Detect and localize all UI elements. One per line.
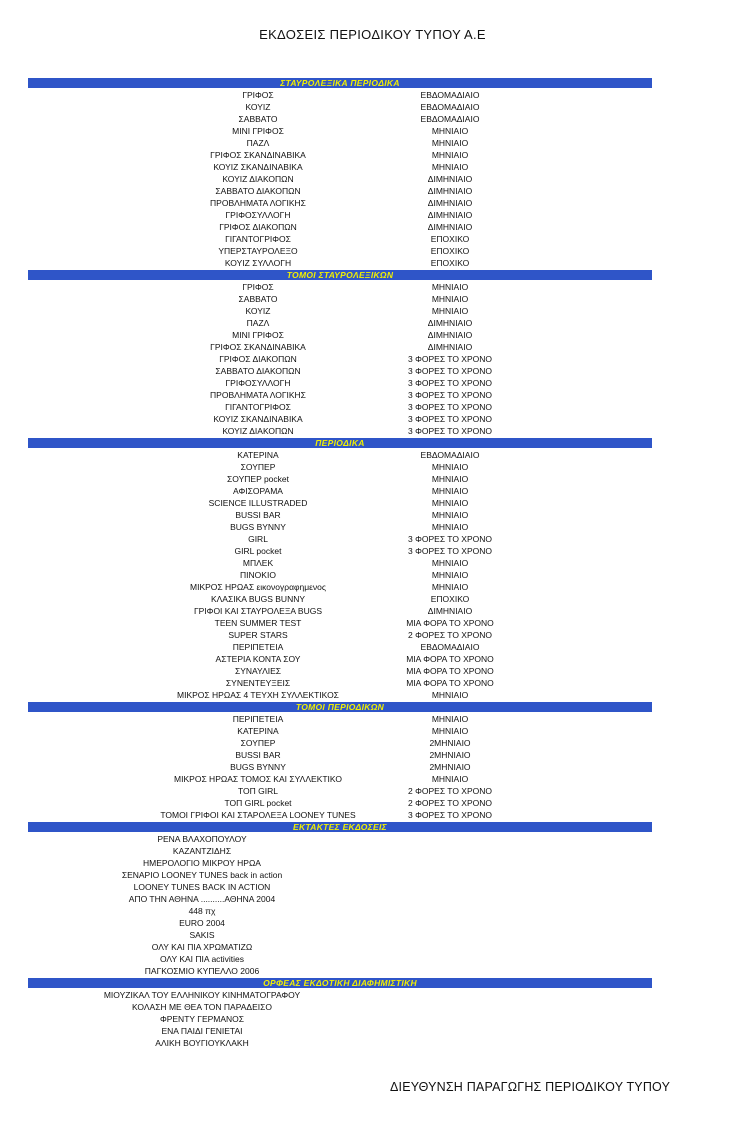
- publication-name: BUSSI BAR: [235, 510, 281, 520]
- publication-name: ΤΟΠ GIRL pocket: [224, 798, 292, 808]
- publication-frequency: ΜΗΝΙΑΙΟ: [431, 486, 469, 496]
- list-item: [28, 389, 652, 401]
- list-item: [28, 497, 652, 509]
- publication-name: ΚΟΥΙΖ ΣΚΑΝΔΙΝΑΒΙΚΑ: [213, 162, 303, 172]
- publication-frequency: ΜΗΝΙΑΙΟ: [431, 162, 469, 172]
- publication-frequency: ΔΙΜΗΝΙΑΙΟ: [427, 222, 473, 232]
- publication-name: ΚΑΖΑΝΤΖΙΔΗΣ: [172, 846, 232, 856]
- publication-name: ΠΙΝΟΚΙΟ: [240, 570, 276, 580]
- publication-frequency: ΔΙΜΗΝΙΑΙΟ: [427, 318, 473, 328]
- list-item: [28, 929, 652, 941]
- list-item: [28, 761, 652, 773]
- publication-name: ΚΟΥΙΖ ΣΚΑΝΔΙΝΑΒΙΚΑ: [213, 414, 303, 424]
- publication-name: SCIENCE ILLUSTRADED: [208, 498, 308, 508]
- publication-frequency: ΜΗΝΙΑΙΟ: [431, 570, 469, 580]
- publication-name: 448 πχ: [188, 906, 216, 916]
- publication-frequency: ΜΗΝΙΑΙΟ: [431, 306, 469, 316]
- publication-frequency: 3 ΦΟΡΕΣ ΤΟ ΧΡΟΝΟ: [408, 810, 492, 820]
- publication-frequency: ΜΙΑ ΦΟΡΑ ΤΟ ΧΡΟΝΟ: [406, 654, 494, 664]
- publication-name: ΓΡΙΦΟΙ ΚΑΙ ΣΤΑΥΡΟΛΕΞΑ BUGS: [193, 606, 323, 616]
- publication-frequency: ΜΗΝΙΑΙΟ: [431, 726, 469, 736]
- publication-name: GIRL pocket: [234, 546, 282, 556]
- publication-name: ΜΙΚΡΟΣ ΗΡΩΑΣ εικονογραφημενος: [190, 582, 326, 592]
- publications-list: [28, 77, 652, 1049]
- list-item: [28, 797, 652, 809]
- publication-name: ΟΛΥ ΚΑΙ ΠΙΑ activities: [159, 954, 245, 964]
- list-item: [28, 581, 652, 593]
- publication-name: ΚΟΥΙΖ: [245, 102, 271, 112]
- publication-name: ΚΑΤΕΡΙΝΑ: [237, 726, 279, 736]
- publication-name: ΑΣΤΕΡΙΑ ΚΟΝΤΑ ΣΟΥ: [215, 654, 301, 664]
- list-item: [28, 737, 652, 749]
- publication-name: ΦΡΕΝΤΥ ΓΕΡΜΑΝΟΣ: [159, 1014, 245, 1024]
- section-heading: ΟΡΦΕΑΣ ΕΚΔΟΤΙΚΗ ΔΙΑΦΗΜΙΣΤΙΚΗ: [28, 978, 652, 988]
- list-item: [28, 485, 652, 497]
- section-heading: ΠΕΡΙΟΔΙΚΑ: [28, 438, 652, 448]
- publication-frequency: 2ΜΗΝΙΑΙΟ: [429, 738, 471, 748]
- publication-frequency: ΔΙΜΗΝΙΑΙΟ: [427, 198, 473, 208]
- list-item: [28, 149, 652, 161]
- publication-name: ΓΡΙΦΟΣ ΣΚΑΝΔΙΝΑΒΙΚΑ: [210, 342, 306, 352]
- publication-frequency: ΜΙΑ ΦΟΡΑ ΤΟ ΧΡΟΝΟ: [406, 666, 494, 676]
- list-item: [28, 365, 652, 377]
- publication-name: ΜΙΝΙ ΓΡΙΦΟΣ: [232, 330, 284, 340]
- list-item: [28, 449, 652, 461]
- publication-name: ΥΠΕΡΣΤΑΥΡΟΛΕΞΟ: [218, 246, 298, 256]
- list-item: [28, 905, 652, 917]
- publication-frequency: 3 ΦΟΡΕΣ ΤΟ ΧΡΟΝΟ: [408, 414, 492, 424]
- list-item: [28, 293, 652, 305]
- publication-frequency: ΜΗΝΙΑΙΟ: [431, 558, 469, 568]
- list-item: [28, 1037, 652, 1049]
- publication-name: ΜΠΛΕΚ: [242, 558, 274, 568]
- list-item: [28, 965, 652, 977]
- publication-name: ΓΡΙΦΟΣ: [242, 90, 274, 100]
- publication-name: SUPER STARS: [228, 630, 288, 640]
- publication-frequency: ΕΒΔΟΜΑΔΙΑΙΟ: [420, 114, 480, 124]
- list-item: [28, 617, 652, 629]
- publication-name: ΓΡΙΦΟΣΥΛΛΟΓΗ: [225, 378, 291, 388]
- publication-frequency: ΕΠΟΧΙΚΟ: [430, 258, 470, 268]
- publication-name: ΚΑΤΕΡΙΝΑ: [237, 450, 279, 460]
- list-item: [28, 209, 652, 221]
- list-item: [28, 509, 652, 521]
- list-item: [28, 317, 652, 329]
- publication-name: ΑΠΟ ΤΗΝ ΑΘΗΝΑ ..........ΑΘΗΝΑ 2004: [128, 894, 276, 904]
- publication-name: ΣΟΥΠΕΡ: [240, 738, 276, 748]
- publication-frequency: 3 ΦΟΡΕΣ ΤΟ ΧΡΟΝΟ: [408, 354, 492, 364]
- section-heading: ΕΚΤΑΚΤΕΣ ΕΚΔΟΣΕΙΣ: [28, 822, 652, 832]
- list-item: [28, 605, 652, 617]
- publication-frequency: 3 ΦΟΡΕΣ ΤΟ ΧΡΟΝΟ: [408, 390, 492, 400]
- list-item: [28, 833, 652, 845]
- list-item: [28, 185, 652, 197]
- publication-frequency: ΔΙΜΗΝΙΑΙΟ: [427, 606, 473, 616]
- publication-name: ΚΟΥΙΖ ΔΙΑΚΟΠΩΝ: [222, 426, 294, 436]
- publication-name: ΣΕΝΑΡΙΟ LOONEY TUNES back in action: [121, 870, 283, 880]
- section-heading: ΤΟΜΟΙ ΠΕΡΙΟΔΙΚΩΝ: [28, 702, 652, 712]
- list-item: [28, 533, 652, 545]
- publication-frequency: ΕΒΔΟΜΑΔΙΑΙΟ: [420, 90, 480, 100]
- publication-frequency: ΜΗΝΙΑΙΟ: [431, 126, 469, 136]
- publication-name: ΠΑΖΛ: [246, 138, 270, 148]
- publication-frequency: 2 ΦΟΡΕΣ ΤΟ ΧΡΟΝΟ: [408, 786, 492, 796]
- publication-name: BUGS BYNNY: [230, 522, 286, 532]
- publication-name: ΚΟΛΑΣΗ ΜΕ ΘΕΑ ΤΟΝ ΠΑΡΑΔΕΙΣΟ: [131, 1002, 272, 1012]
- publication-name: ΚΟΥΙΖ ΔΙΑΚΟΠΩΝ: [222, 174, 294, 184]
- publication-name: ΜΙΟΥΖΙΚΑΛ ΤΟΥ ΕΛΛΗΝΙΚΟΥ ΚΙΝΗΜΑΤΟΓΡΑΦΟΥ: [103, 990, 301, 1000]
- publication-name: ΣΑΒΒΑΤΟ: [238, 294, 278, 304]
- list-item: [28, 989, 652, 1001]
- publication-name: ΜΙΚΡΟΣ ΗΡΩΑΣ 4 ΤΕΥΧΗ ΣΥΛΛΕΚΤΙΚΟΣ: [177, 690, 339, 700]
- footer-department: ΔΙΕΥΘΥΝΣΗ ΠΑΡΑΓΩΓΗΣ ΠΕΡΙΟΔΙΚΟΥ ΤΥΠΟΥ: [390, 1080, 671, 1094]
- publication-frequency: 3 ΦΟΡΕΣ ΤΟ ΧΡΟΝΟ: [408, 378, 492, 388]
- list-item: [28, 377, 652, 389]
- list-item: [28, 401, 652, 413]
- list-item: [28, 461, 652, 473]
- publication-frequency: 2 ΦΟΡΕΣ ΤΟ ΧΡΟΝΟ: [408, 630, 492, 640]
- publication-name: ΠΕΡΙΠΕΤΕΙΑ: [232, 642, 284, 652]
- publication-frequency: ΔΙΜΗΝΙΑΙΟ: [427, 210, 473, 220]
- publication-name: ΤΟΠ GIRL: [238, 786, 278, 796]
- publication-name: ΠΕΡΙΠΕΤΕΙΑ: [232, 714, 284, 724]
- list-item: [28, 329, 652, 341]
- publication-frequency: ΜΗΝΙΑΙΟ: [431, 150, 469, 160]
- publication-frequency: ΜΗΝΙΑΙΟ: [431, 510, 469, 520]
- publication-frequency: ΜΗΝΙΑΙΟ: [431, 582, 469, 592]
- publication-name: ΚΛΑΣΙΚΑ BUGS BUNNY: [210, 594, 306, 604]
- publication-frequency: ΜΗΝΙΑΙΟ: [431, 714, 469, 724]
- publication-frequency: ΔΙΜΗΝΙΑΙΟ: [427, 174, 473, 184]
- list-item: [28, 689, 652, 701]
- publication-frequency: 3 ΦΟΡΕΣ ΤΟ ΧΡΟΝΟ: [408, 402, 492, 412]
- list-item: [28, 521, 652, 533]
- list-item: [28, 425, 652, 437]
- publication-frequency: ΕΠΟΧΙΚΟ: [430, 246, 470, 256]
- publication-frequency: ΔΙΜΗΝΙΑΙΟ: [427, 186, 473, 196]
- publication-name: ΓΙΓΑΝΤΟΓΡΙΦΟΣ: [225, 402, 291, 412]
- publication-name: ΠΑΖΛ: [246, 318, 270, 328]
- publication-frequency: 2ΜΗΝΙΑΙΟ: [429, 750, 471, 760]
- publication-name: ΣΟΥΠΕΡ: [240, 462, 276, 472]
- publication-frequency: 3 ΦΟΡΕΣ ΤΟ ΧΡΟΝΟ: [408, 534, 492, 544]
- list-item: [28, 161, 652, 173]
- document-title: ΕΚΔΟΣΕΙΣ ΠΕΡΙΟΔΙΚΟΥ ΤΥΠΟΥ Α.Ε: [259, 27, 486, 42]
- list-item: [28, 773, 652, 785]
- list-item: [28, 473, 652, 485]
- list-item: [28, 917, 652, 929]
- publication-name: ΑΦΙΣΟΡΑΜΑ: [233, 486, 283, 496]
- publication-frequency: ΕΠΟΧΙΚΟ: [430, 234, 470, 244]
- list-item: [28, 953, 652, 965]
- publication-name: ΕΝΑ ΠΑΙΔΙ ΓΕΝΙΕΤΑΙ: [161, 1026, 243, 1036]
- publication-name: ΓΡΙΦΟΣ ΔΙΑΚΟΠΩΝ: [219, 222, 297, 232]
- list-item: [28, 137, 652, 149]
- publication-frequency: ΜΗΝΙΑΙΟ: [431, 138, 469, 148]
- publication-frequency: 2ΜΗΝΙΑΙΟ: [429, 762, 471, 772]
- publication-name: GIRL: [248, 534, 268, 544]
- publication-name: ΠΡΟΒΛΗΜΑΤΑ ΛΟΓΙΚΗΣ: [210, 198, 306, 208]
- publication-frequency: ΜΗΝΙΑΙΟ: [431, 294, 469, 304]
- list-item: [28, 809, 652, 821]
- list-item: [28, 749, 652, 761]
- list-item: [28, 113, 652, 125]
- list-item: [28, 725, 652, 737]
- publication-name: ΓΙΓΑΝΤΟΓΡΙΦΟΣ: [225, 234, 291, 244]
- publication-name: ΣΑΒΒΑΤΟ ΔΙΑΚΟΠΩΝ: [215, 186, 301, 196]
- list-item: [28, 245, 652, 257]
- list-item: [28, 857, 652, 869]
- publication-name: ΣΥΝΕΝΤΕΥΞΕΙΣ: [225, 678, 291, 688]
- list-item: [28, 785, 652, 797]
- publication-name: ΠΡΟΒΛΗΜΑΤΑ ΛΟΓΙΚΗΣ: [210, 390, 306, 400]
- list-item: [28, 1025, 652, 1037]
- list-item: [28, 557, 652, 569]
- publication-name: ΗΜΕΡΟΛΟΓΙΟ ΜΙΚΡΟΥ ΗΡΩΑ: [143, 858, 261, 868]
- publication-frequency: ΜΙΑ ΦΟΡΑ ΤΟ ΧΡΟΝΟ: [406, 678, 494, 688]
- publication-name: ΣΑΒΒΑΤΟ ΔΙΑΚΟΠΩΝ: [215, 366, 301, 376]
- publication-name: ΓΡΙΦΟΣΥΛΛΟΓΗ: [225, 210, 291, 220]
- list-item: [28, 629, 652, 641]
- list-item: [28, 305, 652, 317]
- list-item: [28, 173, 652, 185]
- list-item: [28, 893, 652, 905]
- publication-name: ΓΡΙΦΟΣ: [242, 282, 274, 292]
- publication-name: ΣΥΝΑΥΛΙΕΣ: [234, 666, 282, 676]
- list-item: [28, 341, 652, 353]
- list-item: [28, 281, 652, 293]
- publication-frequency: ΕΠΟΧΙΚΟ: [430, 594, 470, 604]
- list-item: [28, 677, 652, 689]
- publication-frequency: ΜΗΝΙΑΙΟ: [431, 774, 469, 784]
- publication-frequency: ΜΗΝΙΑΙΟ: [431, 522, 469, 532]
- publication-name: BUSSI BAR: [235, 750, 281, 760]
- list-item: [28, 881, 652, 893]
- publication-frequency: ΕΒΔΟΜΑΔΙΑΙΟ: [420, 450, 480, 460]
- publication-name: SAKIS: [189, 930, 215, 940]
- publication-name: ΜΙΝΙ ΓΡΙΦΟΣ: [232, 126, 284, 136]
- list-item: [28, 1001, 652, 1013]
- publication-name: ΠΑΓΚΟΣΜΙΟ ΚΥΠΕΛΛΟ 2006: [144, 966, 260, 976]
- publication-frequency: ΜΗΝΙΑΙΟ: [431, 474, 469, 484]
- list-item: [28, 641, 652, 653]
- list-item: [28, 545, 652, 557]
- publication-name: TEEN SUMMER TEST: [214, 618, 302, 628]
- publication-frequency: 3 ΦΟΡΕΣ ΤΟ ΧΡΟΝΟ: [408, 366, 492, 376]
- publication-name: ΓΡΙΦΟΣ ΣΚΑΝΔΙΝΑΒΙΚΑ: [210, 150, 306, 160]
- section-heading: ΣΤΑΥΡΟΛΕΞΙΚΑ ΠΕΡΙΟΔΙΚΑ: [28, 78, 652, 88]
- publication-frequency: ΜΙΑ ΦΟΡΑ ΤΟ ΧΡΟΝΟ: [406, 618, 494, 628]
- section-heading: ΤΟΜΟΙ ΣΤΑΥΡΟΛΕΞΙΚΩΝ: [28, 270, 652, 280]
- publication-frequency: ΜΗΝΙΑΙΟ: [431, 462, 469, 472]
- publication-name: ΚΟΥΙΖ: [245, 306, 271, 316]
- publication-name: BUGS BYNNY: [230, 762, 286, 772]
- list-item: [28, 413, 652, 425]
- publication-frequency: 3 ΦΟΡΕΣ ΤΟ ΧΡΟΝΟ: [408, 426, 492, 436]
- publication-name: EURO 2004: [179, 918, 225, 928]
- publication-name: ΤΟΜΟΙ ΓΡΙΦΟΙ ΚΑΙ ΣΤΑΡΟΛΕΞΑ LOONEY TUNES: [160, 810, 356, 820]
- list-item: [28, 665, 652, 677]
- list-item: [28, 1013, 652, 1025]
- publication-frequency: ΜΗΝΙΑΙΟ: [431, 498, 469, 508]
- publication-name: ΑΛΙΚΗ ΒΟΥΓΙΟΥΚΛΑΚΗ: [155, 1038, 249, 1048]
- publication-frequency: ΜΗΝΙΑΙΟ: [431, 690, 469, 700]
- list-item: [28, 869, 652, 881]
- publication-name: ΡΕΝΑ ΒΛΑΧΟΠΟΥΛΟΥ: [157, 834, 247, 844]
- publication-name: ΣΑΒΒΑΤΟ: [238, 114, 278, 124]
- publication-name: ΣΟΥΠΕΡ pocket: [227, 474, 289, 484]
- publication-frequency: ΔΙΜΗΝΙΑΙΟ: [427, 330, 473, 340]
- publication-frequency: ΕΒΔΟΜΑΔΙΑΙΟ: [420, 642, 480, 652]
- list-item: [28, 353, 652, 365]
- list-item: [28, 593, 652, 605]
- list-item: [28, 89, 652, 101]
- list-item: [28, 845, 652, 857]
- list-item: [28, 233, 652, 245]
- list-item: [28, 221, 652, 233]
- list-item: [28, 653, 652, 665]
- list-item: [28, 569, 652, 581]
- publication-frequency: ΔΙΜΗΝΙΑΙΟ: [427, 342, 473, 352]
- publication-frequency: ΕΒΔΟΜΑΔΙΑΙΟ: [420, 102, 480, 112]
- list-item: [28, 713, 652, 725]
- list-item: [28, 941, 652, 953]
- publication-frequency: 3 ΦΟΡΕΣ ΤΟ ΧΡΟΝΟ: [408, 546, 492, 556]
- publication-frequency: 2 ΦΟΡΕΣ ΤΟ ΧΡΟΝΟ: [408, 798, 492, 808]
- list-item: [28, 197, 652, 209]
- publication-name: ΜΙΚΡΟΣ ΗΡΩΑΣ ΤΟΜΟΣ ΚΑΙ ΣΥΛΛΕΚΤΙΚΟ: [174, 774, 342, 784]
- publication-name: ΚΟΥΙΖ ΣΥΛΛΟΓΗ: [224, 258, 292, 268]
- list-item: [28, 257, 652, 269]
- publication-name: ΓΡΙΦΟΣ ΔΙΑΚΟΠΩΝ: [219, 354, 297, 364]
- publication-name: ΟΛΥ ΚΑΙ ΠΙΑ ΧΡΩΜΑΤΙΖΩ: [151, 942, 253, 952]
- publication-name: LOONEY TUNES BACK IN ACTION: [133, 882, 271, 892]
- list-item: [28, 101, 652, 113]
- list-item: [28, 125, 652, 137]
- publication-frequency: ΜΗΝΙΑΙΟ: [431, 282, 469, 292]
